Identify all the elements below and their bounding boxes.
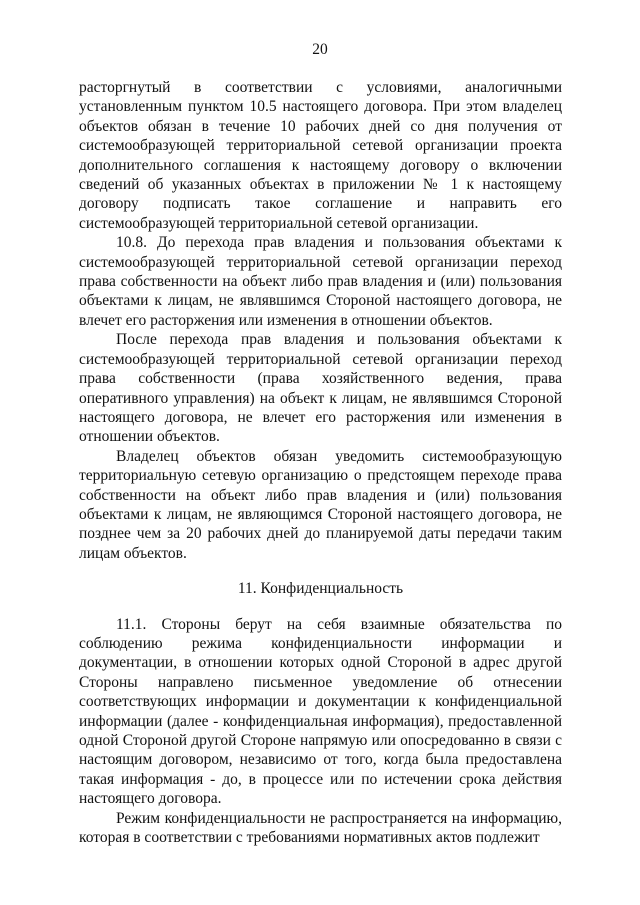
- paragraph-confidentiality-exception: Режим конфиденциальности не распространяется на информацию, которая в соответствии с требованиями нормативных актов подлежит: [79, 809, 562, 847]
- paragraph-owner-notice: Владелец объектов обязан уведомить системообразующую территориальную сетевую организацию о предстоящем переходе права собственности на объект либо прав владения и (или) пользования объектами к лицам, не являющимся Стороной настоящего договора, не позднее чем за 20 рабочих дней до планируемой даты передачи таким лицам объектов.: [79, 447, 562, 562]
- paragraph-10-8: 10.8. До перехода прав владения и пользования объектами к системообразующей территориальной сетевой организации переход права собственности на объект либо прав владения и (или) пользования объектами к лицам, не являвшимся Стороной настоящего договора, не влечет его расторжения или изменения в отношении объектов.: [79, 234, 562, 329]
- section-title: 11. Конфиденциальность: [237, 580, 404, 598]
- paragraph-continuation: расторгнутый в соответствии с условиями, аналогичными установленным пунктом 10.5 настоящего договора. При этом владелец объектов обязан в течение 10 рабочих дней со дня получения от системообразующей территориальной сетевой организации проекта дополнительного соглашения к настоящему договору о включении сведений об указанных объектах в приложении № 1 к настоящему договору подписать такое соглашение и направить его системообразующей территориальной сетевой организации.: [79, 79, 562, 232]
- paragraph-11-1: 11.1. Стороны берут на себя взаимные обязательства по соблюдению режима конфиденциальности информации и документации, в отношении которых одной Стороной в адрес другой Стороны направлено письменное уведомление об отнесении соответствующих информации и документации к конфиденциальной информации (далее - конфиденциальная информация), предоставленной одной Стороной другой Стороне напрямую или опосредованно в связи с настоящим договором, независимо от того, когда была предоставлена такая информация - до, в процессе или по истечении срока действия настоящего договора.: [79, 615, 562, 808]
- paragraph-after-transfer: После перехода прав владения и пользования объектами к системообразующей территориальной сетевой организации переход права собственности (права хозяйственного ведения, права оперативного управления) на объект к лицам, не являвшимся Стороной настоящего договора, не влечет его расторжения или изменения в отношении объектов.: [79, 331, 562, 446]
- page-number: 20: [312, 41, 328, 58]
- document-body: [79, 78, 562, 847]
